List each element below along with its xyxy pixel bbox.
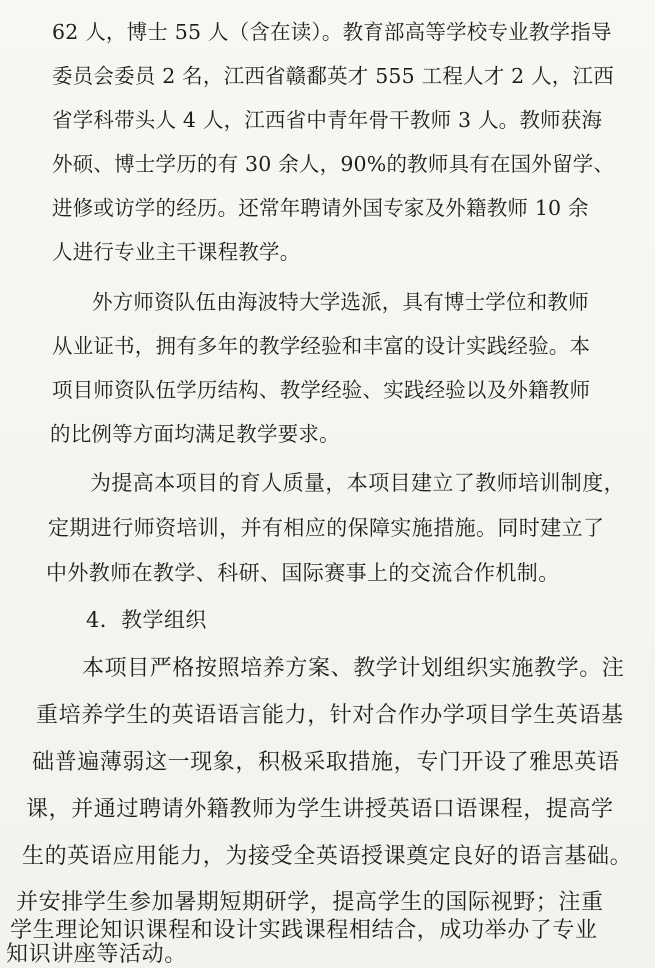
text-line: 人进行专业主干课程教学。 [52, 240, 301, 264]
text-line: 62 人，博士 55 人（含在读）。教育部高等学校专业教学指导 [52, 20, 612, 44]
text-line: 中外教师在教学、科研、国际赛事上的交流合作机制。 [46, 561, 560, 585]
text-line: 础普遍薄弱这一现象，积极采取措施，专门开设了雅思英语 [32, 750, 620, 775]
text-line: 委员会委员 2 名，江西省赣鄱英才 555 工程人才 2 人，江西 [52, 64, 614, 88]
text-line: 项目师资队伍学历结构、教学经验、实践经验以及外籍教师 [52, 378, 591, 402]
text-line: 定期进行师资培训，并有相应的保障实施措施。同时建立了 [48, 516, 605, 540]
text-line: 为提高本项目的育人质量，本项目建立了教师培训制度， [90, 471, 625, 495]
text-line: 外硕、博士学历的有 30 余人，90%的教师具有在国外留学、 [52, 152, 615, 176]
text-line: 的比例等方面均满足教学要求。 [50, 422, 340, 446]
text-line: 进修或访学的经历。还常年聘请外国专家及外籍教师 10 余 [52, 196, 589, 220]
text-line: 知识讲座等活动。 [6, 942, 187, 967]
text-line: 学生理论知识课程和设计实践课程相结合，成功举办了专业 [10, 918, 598, 943]
text-line: 省学科带头人 4 人，江西省中青年骨干教师 3 人。教师获海 [52, 108, 603, 132]
section-heading: 4．教学组织 [86, 608, 207, 632]
text-line: 外方师资队伍由海波特大学选派，具有博士学位和教师 [92, 290, 589, 314]
text-line: 本项目严格按照培养方案、教学计划组织实施教学。注 [82, 656, 625, 681]
text-line: 生的英语应用能力，为接受全英语授课奠定良好的语言基础。 [22, 844, 633, 869]
text-line: 课，并通过聘请外籍教师为学生讲授英语口语课程，提高学 [26, 797, 614, 822]
text-line: 并安排学生参加暑期短期研学，提高学生的国际视野；注重 [16, 890, 604, 915]
text-line: 重培养学生的英语语言能力，针对合作办学项目学生英语基 [36, 703, 624, 728]
text-line: 从业证书，拥有多年的教学经验和丰富的设计实践经验。本 [52, 334, 591, 358]
